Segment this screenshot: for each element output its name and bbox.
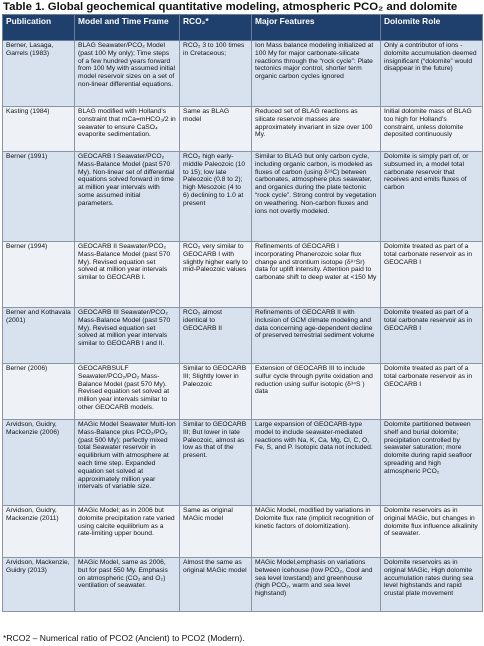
table-row <box>3 152 483 242</box>
rco2-cell: Almost the same as original MAGic model <box>180 558 252 612</box>
rco2-cell: Same as BLAG model <box>180 107 252 152</box>
table-row <box>3 420 483 506</box>
dolomite-cell: Only a contributor of ions - dolomite accumulation deemed insignificant (“dolomite” would disappear in the future) <box>381 41 483 107</box>
model-cell: MAGic Model, same as 2006, but for past 550 My. Emphasis on atmospheric (CO₂ and O₂) ventilation of seawater. <box>75 558 180 612</box>
features-cell: Similar to BLAG but only carbon cycle, including organic carbon, is modeled as fluxes of carbon (using δ¹³C) between carbonates, atmosphere plus seawater, and organics during the plate tectonic “rock cycle”. Strong control by vegetation on weathering. Non-carbon fluxes and ions not overtly modeled. <box>252 152 381 242</box>
publication-cell: Kasting (1984) <box>3 107 75 152</box>
rco2-cell: Similar to GEOCARB III; Slightly lower in Paleozoic <box>180 364 252 420</box>
table-row <box>3 558 483 612</box>
publication-cell: Berner (1991) <box>3 152 75 242</box>
publication-cell: Arvidson, Mackenzie, Guidry (2013) <box>3 558 75 612</box>
table-row <box>3 506 483 558</box>
table-row <box>3 364 483 420</box>
table-footnote: *RCO2 – Numerical ratio of PCO2 (Ancient) to PCO2 (Modern). <box>3 633 245 643</box>
features-cell: Ion Mass balance modeling initialized at 100 My for major carbonate-silicate reactions through the “rock cycle”: Plate tectonics major control, shorter term organic carbon cycles ignored <box>252 41 381 107</box>
publication-cell: Berner (1994) <box>3 242 75 308</box>
features-cell: Refinements of GEOCARB I incorporating Phanerozoic solar flux change and strontium isotope (δ⁸⁷Sr) data for uplift intensity. Attention paid to carbonate shift to deep water at <150 My <box>252 242 381 308</box>
rco2-cell: RCO₂ very similar to GEOCARB I with slightly higher early to mid-Paleozoic values <box>180 242 252 308</box>
header-row <box>3 15 483 41</box>
table-row <box>3 308 483 364</box>
features-cell: MAGic Model, modified by variations in Dolomite flux rate (implicit recognition of kinetic factors of dolomitization). <box>252 506 381 558</box>
table-row <box>3 41 483 107</box>
model-cell: BLAG Seawater/PCO₂ Model (past 100 My only); Time steps of a few hundred years forward from 100 My with assumed initial model reservoir sizes on a set of non-linear differential equations. <box>75 41 180 107</box>
model-cell: MAGic Model Seawater Multi-Ion Mass-Balance plus PCO₂/PO₂ (past 500 My); perfectly mixed total Seawater reservoir in equilibrium with atmosphere at each time step. Expanded equation set solved at approximately million year intervals of variable size. <box>75 420 180 506</box>
rco2-cell: RCO₂ high early-middle Paleozoic (10 to 15); low late Paleozoic (0.8 to 2); high Mesozoic (4 to 6) declining to 1.0 at present <box>180 152 252 242</box>
model-cell: MAGic Model; as in 2006 but dolomite precipitation rate varied using calcite equilibrium as a rate-limiting upper bound. <box>75 506 180 558</box>
dolomite-cell: Dolomite is simply part of, or subsumed in, a model total carbonate reservoir that receives and emits fluxes of carbon <box>381 152 483 242</box>
table-title: Table 1. Global geochemical quantitative modeling, atmospheric PCO₂ and dolomite <box>3 1 458 13</box>
header-model-time-frame: Model and Time Frame <box>75 15 180 41</box>
geochemical-models-table <box>2 14 483 612</box>
model-cell: GEOCARB III Seawater/PCO₂ Mass-Balance Model (past 570 My). Revised equation set solved at million year intervals similar to GEOCARB I and II. <box>75 308 180 364</box>
publication-cell: Arvidson, Guidry, Mackenzie (2006) <box>3 420 75 506</box>
model-cell: BLAG modified with Holland’s constraint that mCa=mHCO₃/2 in seawater to ensure CaSO₄ evaporite sedimentation. <box>75 107 180 152</box>
rco2-cell: Same as original MAGic model <box>180 506 252 558</box>
dolomite-cell: Dolomite reservoirs as in original MAGic, High dolomite accumulation rates during sea level highstands and rapid crustal plate movement <box>381 558 483 612</box>
model-cell: GEOCARB I Seawater/PCO₂ Mass-Balance Model (past 570 My). Non-linear set of differential equations solved forward in time at million year intervals with some assumed initial parameters. <box>75 152 180 242</box>
publication-cell: Arvidson, Guidry, Mackenzie (2011) <box>3 506 75 558</box>
features-cell: Reduced set of BLAG reactions as silicate reservoir masses are approximately invariant in size over 100 My. <box>252 107 381 152</box>
header-dolomite-role: Dolomite Role <box>381 15 483 41</box>
dolomite-cell: Initial dolomite mass of BLAG too high for Holland’s constraint, unless dolomite deposited continuously <box>381 107 483 152</box>
model-cell: GEOCARB II Seawater/PCO₂ Mass-Balance Model (past 570 My). Revised equation set solved at million year intervals similar to GEOCARB I. <box>75 242 180 308</box>
dolomite-cell: Dolomite partitioned between shelf and burial dolomite; precipitation controlled by seawater saturation; more dolomite during rapid seafloor spreading and high atmospheric PCO₂ <box>381 420 483 506</box>
dolomite-cell: Dolomite treated as part of a total carbonate reservoir as in GEOCARB I <box>381 242 483 308</box>
header-rco2: RCO₂* <box>180 15 252 41</box>
publication-cell: Berner and Kothavala (2001) <box>3 308 75 364</box>
dolomite-cell: Dolomite treated as part of a total carbonate reservoir as in GEOCARB I <box>381 364 483 420</box>
publication-cell: Berner, Lasaga, Garrels (1983) <box>3 41 75 107</box>
features-cell: Large expansion of GEOCARB-type model to include seawater-mediated reactions with Na, K, Ca, Mg, Cl, C, O, Fe, S, and P. Isotopic data not included. <box>252 420 381 506</box>
features-cell: Refinements of GEOCARB II with inclusion of GCM climate modeling and data concerning age-dependent decline of preserved terrestrial sediment volume <box>252 308 381 364</box>
rco2-cell: Similar to GEOCARB III; But lower in late Paleozoic, almost as low as that of the present. <box>180 420 252 506</box>
rco2-cell: RCO₂ almost identical to GEOCARB II <box>180 308 252 364</box>
dolomite-cell: Dolomite reservoirs as in original MAGic, but changes in dolomite flux influence alkalinity of seawater. <box>381 506 483 558</box>
features-cell: Extension of GEOCARB III to include sulfur cycle through pyrite oxidation and reduction using sulfur isotopic (δ³⁴S ) data <box>252 364 381 420</box>
model-cell: GEOCARBSULF Seawater/PCO₂/PO₂ Mass-Balance Model (past 570 My). Revised equation set solved at million year intervals similar to other GEOCARB models. <box>75 364 180 420</box>
table-row <box>3 242 483 308</box>
features-cell: MAGic Model,emphasis on variations between icehouse (low PCO₂, Cool and sea level lowstand) and greenhouse (high PCO₂, warm and sea level highstand) <box>252 558 381 612</box>
header-major-features: Major Features <box>252 15 381 41</box>
publication-cell: Berner (2006) <box>3 364 75 420</box>
rco2-cell: RCO₂ 3 to 100 times in Cretaceous; <box>180 41 252 107</box>
table-row <box>3 107 483 152</box>
header-publication: Publication <box>3 15 75 41</box>
dolomite-cell: Dolomite treated as part of a total carbonate reservoir as in GEOCARB I <box>381 308 483 364</box>
